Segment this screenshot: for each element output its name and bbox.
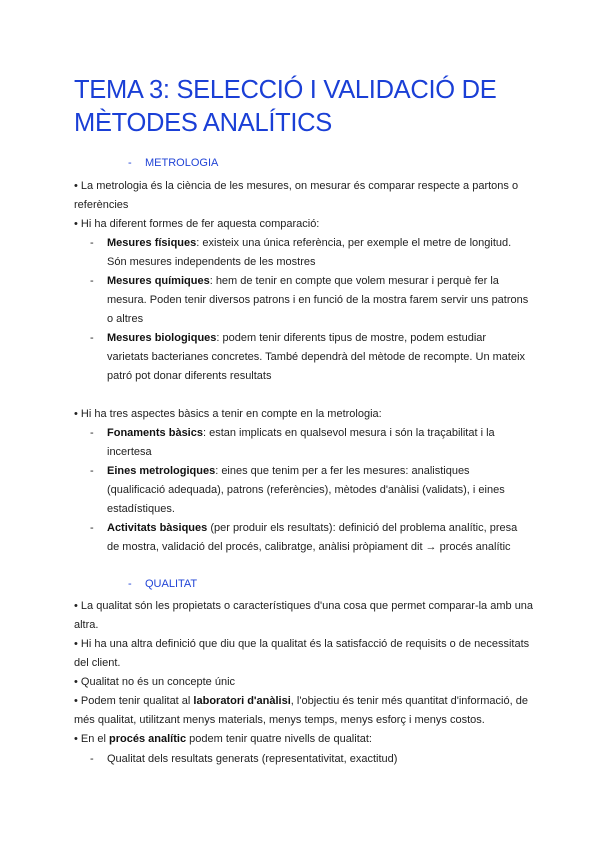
heading-text: METROLOGIA — [145, 157, 219, 169]
list-item-desc: : estan implicats en qualsevol mesura i són la traçabilitat i la incertesa — [107, 427, 495, 458]
list-item-term: Eines metrologiques — [107, 465, 216, 477]
list-item-qualitat-resultats — [90, 750, 530, 769]
paragraph-qualitat-concepte: • Qualitat no és un concepte únic — [74, 676, 236, 688]
heading-text: QUALITAT — [145, 578, 198, 590]
list-item-desc: : eines que tenim per a fer les mesures: analistiques (qualificació adequada), patrons (referències), mètodes d'anàlisi (validats), i eines estadístiques. — [107, 465, 505, 515]
text-segment: • En el — [74, 733, 110, 745]
list-item-fonaments-basics — [90, 424, 530, 462]
paragraph-metrologia-definition: • La metrologia és la ciència de les mesures, on mesurar és comparar respecte a partons o referències — [74, 180, 519, 211]
list-dash: - — [90, 522, 94, 534]
list-item-term: Fonaments bàsics — [107, 427, 203, 439]
list-item-mesures-biologiques — [90, 329, 530, 386]
list-item-text — [107, 462, 530, 519]
paragraph-comparison-forms: • Hi ha diferent formes de fer aquesta comparació: — [74, 218, 320, 230]
paragraph-qualitat-definition: • La qualitat són les propietats o característiques d'una cosa que permet comparar-la amb una altra. — [74, 600, 534, 631]
list-item-mesures-quimiques — [90, 272, 530, 329]
list-item-mesures-fisiques — [90, 234, 530, 272]
list-item-desc: : podem tenir diferents tipus de mostre, podem estudiar varietats bacterianes concretes. També dependrà del mètode de recompte. Un mateix patró pot donar diferents resultats — [107, 332, 526, 382]
title-line-2: MÈTODES ANALÍTICS — [74, 109, 332, 137]
list-item-desc: Qualitat dels resultats generats (representativitat, exactitud) — [107, 753, 398, 765]
section-heading-qualitat — [128, 578, 197, 590]
list-item-term: Mesures químiques — [107, 275, 210, 287]
list-dash: - — [90, 275, 94, 287]
heading-dash: - — [128, 578, 132, 590]
list-item-term: Activitats bàsiques — [107, 522, 208, 534]
list-item-eines-metrologiques — [90, 462, 530, 519]
list-item-text — [107, 234, 530, 272]
bold-term: laboratori d'anàlisi — [193, 695, 291, 707]
list-dash: - — [90, 332, 94, 344]
bold-term: procés analític — [109, 733, 187, 745]
paragraph-qualitat-laboratori — [74, 692, 534, 730]
text-segment: , l'objectiu és tenir més quantitat d'informació, de més qualitat, utilitzant menys materials, menys temps, menys esforç i menys costos. — [74, 695, 528, 726]
list-item-text — [107, 519, 530, 557]
list-item-term: Mesures físiques — [107, 237, 197, 249]
text-segment: • Podem tenir qualitat al — [74, 695, 194, 707]
list-dash: - — [90, 427, 94, 439]
title-line-1: TEMA 3: SELECCIÓ I VALIDACIÓ DE — [74, 76, 497, 104]
page-title — [74, 74, 574, 140]
list-item-desc: (per produir els resultats): definició del problema analític, presa de mostra, validació del procés, calibratge, anàlisi pròpiament dit → procés analític — [107, 522, 518, 553]
section-heading-metrologia — [128, 157, 218, 169]
list-dash: - — [90, 237, 94, 249]
list-item-desc: : existeix una única referència, per exemple el metre de longitud. Són mesures independents de les mostres — [107, 237, 512, 268]
list-item-text — [107, 329, 530, 386]
paragraph-qualitat-requisits: • Hi ha una altra definició que diu que la qualitat és la satisfacció de requisits o de necessitats del client. — [74, 638, 530, 669]
text-segment: podem tenir quatre nivells de qualitat: — [186, 733, 372, 745]
list-dash: - — [90, 753, 94, 765]
list-item-text — [107, 424, 530, 462]
list-dash: - — [90, 465, 94, 477]
heading-dash: - — [128, 157, 132, 169]
list-item-term: Mesures biologiques — [107, 332, 217, 344]
list-item-activitats-basiques — [90, 519, 530, 557]
list-item-desc: : hem de tenir en compte que volem mesurar i perquè fer la mesura. Poden tenir diversos patrons i en funció de la mostra farem servir uns patrons o altres — [107, 275, 529, 325]
paragraph-three-aspects: • Hi ha tres aspectes bàsics a tenir en compte en la metrologia: — [74, 408, 382, 420]
paragraph-proces-analitic — [74, 730, 534, 749]
list-item-text — [107, 272, 530, 329]
